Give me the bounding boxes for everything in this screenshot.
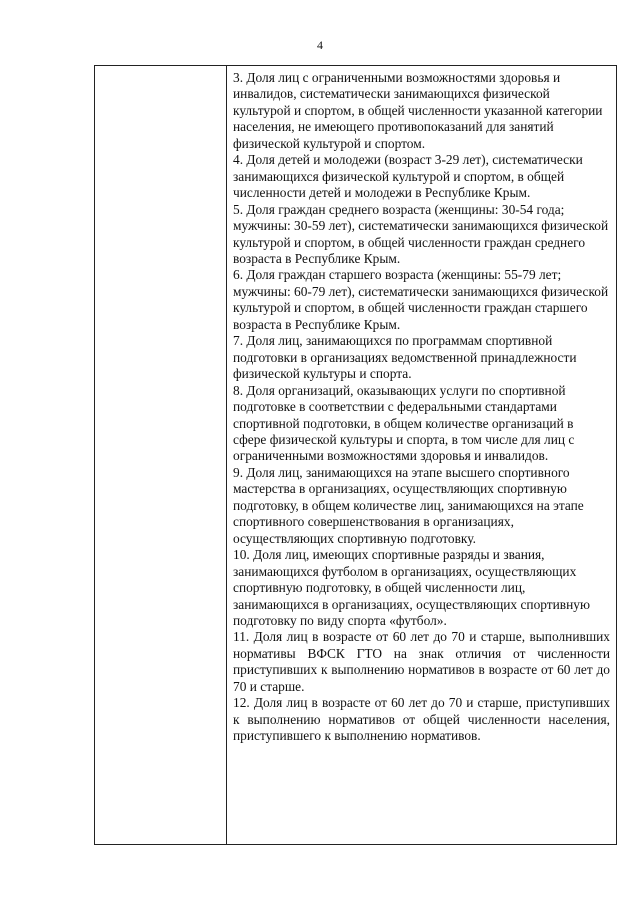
indicator-item-3: 3. Доля лиц с ограниченными возможностями здоровья и инвалидов, систематически занимающихся физической культурой и спортом, в общей численности указанной категории населения, не имеющего противопоказаний для занятий физической культурой и спортом. bbox=[233, 70, 603, 151]
indicator-item-11: 11. Доля лиц в возрасте от 60 лет до 70 и старше, выполнивших нормативы ВФСК ГТО на знак отличия от численности приступивших к выполнению нормативов в возрасте от 60 лет до 70 и старше. bbox=[233, 629, 610, 694]
indicator-item-8: 8. Доля организаций, оказывающих услуги по спортивной подготовке в соответствии с федеральными стандартами спортивной подготовки, в общем количестве организаций в сфере физической культуры и спорта, в том числе для лиц с ограниченными возможностями здоровья и инвалидов. bbox=[233, 382, 575, 464]
indicator-item-5: 5. Доля граждан среднего возраста (женщины: 30-54 года; мужчины: 30-59 лет), систематически занимающихся физической культурой и спортом, в общей численности граждан среднего возраста в Республике Крым. bbox=[233, 201, 609, 266]
indicator-item-6: 6. Доля граждан старшего возраста (женщины: 55-79 лет; мужчины: 60-79 лет), систематически занимающихся физической культурой и спортом, в общей численности граждан старшего возраста в Республике Крым. bbox=[233, 267, 609, 332]
indicator-item-9: 9. Доля лиц, занимающихся на этапе высшего спортивного мастерства в организациях, осуществляющих спортивную подготовку, в общем количестве лиц, занимающихся на этапе спортивного совершенствования в организациях, осуществляющих спортивную подготовку. bbox=[233, 464, 584, 546]
table-left-cell bbox=[95, 66, 227, 844]
indicator-item-12: 12. Доля лиц в возрасте от 60 лет до 70 и старше, приступивших к выполнению нормативов от общей численности населения, приступившего к выполнению нормативов. bbox=[233, 695, 610, 744]
indicator-item-4: 4. Доля детей и молодежи (возраст 3-29 лет), систематически занимающихся физической культурой и спортом, в общей численности детей и молодежи в Республике Крым. bbox=[233, 152, 583, 201]
table-right-cell bbox=[227, 66, 616, 844]
indicator-item-10: 10. Доля лиц, имеющих спортивные разряды и звания, занимающихся футболом в организациях, осуществляющих спортивную подготовку, в общей численности лиц, занимающихся в организациях, осуществляющих спортивную подготовку по виду спорта «футбол». bbox=[233, 547, 590, 628]
indicator-table bbox=[94, 65, 617, 845]
page-number: 4 bbox=[317, 38, 323, 52]
indicator-item-7: 7. Доля лиц, занимающихся по программам спортивной подготовки в организациях ведомственной принадлежности физической культуры и спорта. bbox=[233, 333, 577, 382]
